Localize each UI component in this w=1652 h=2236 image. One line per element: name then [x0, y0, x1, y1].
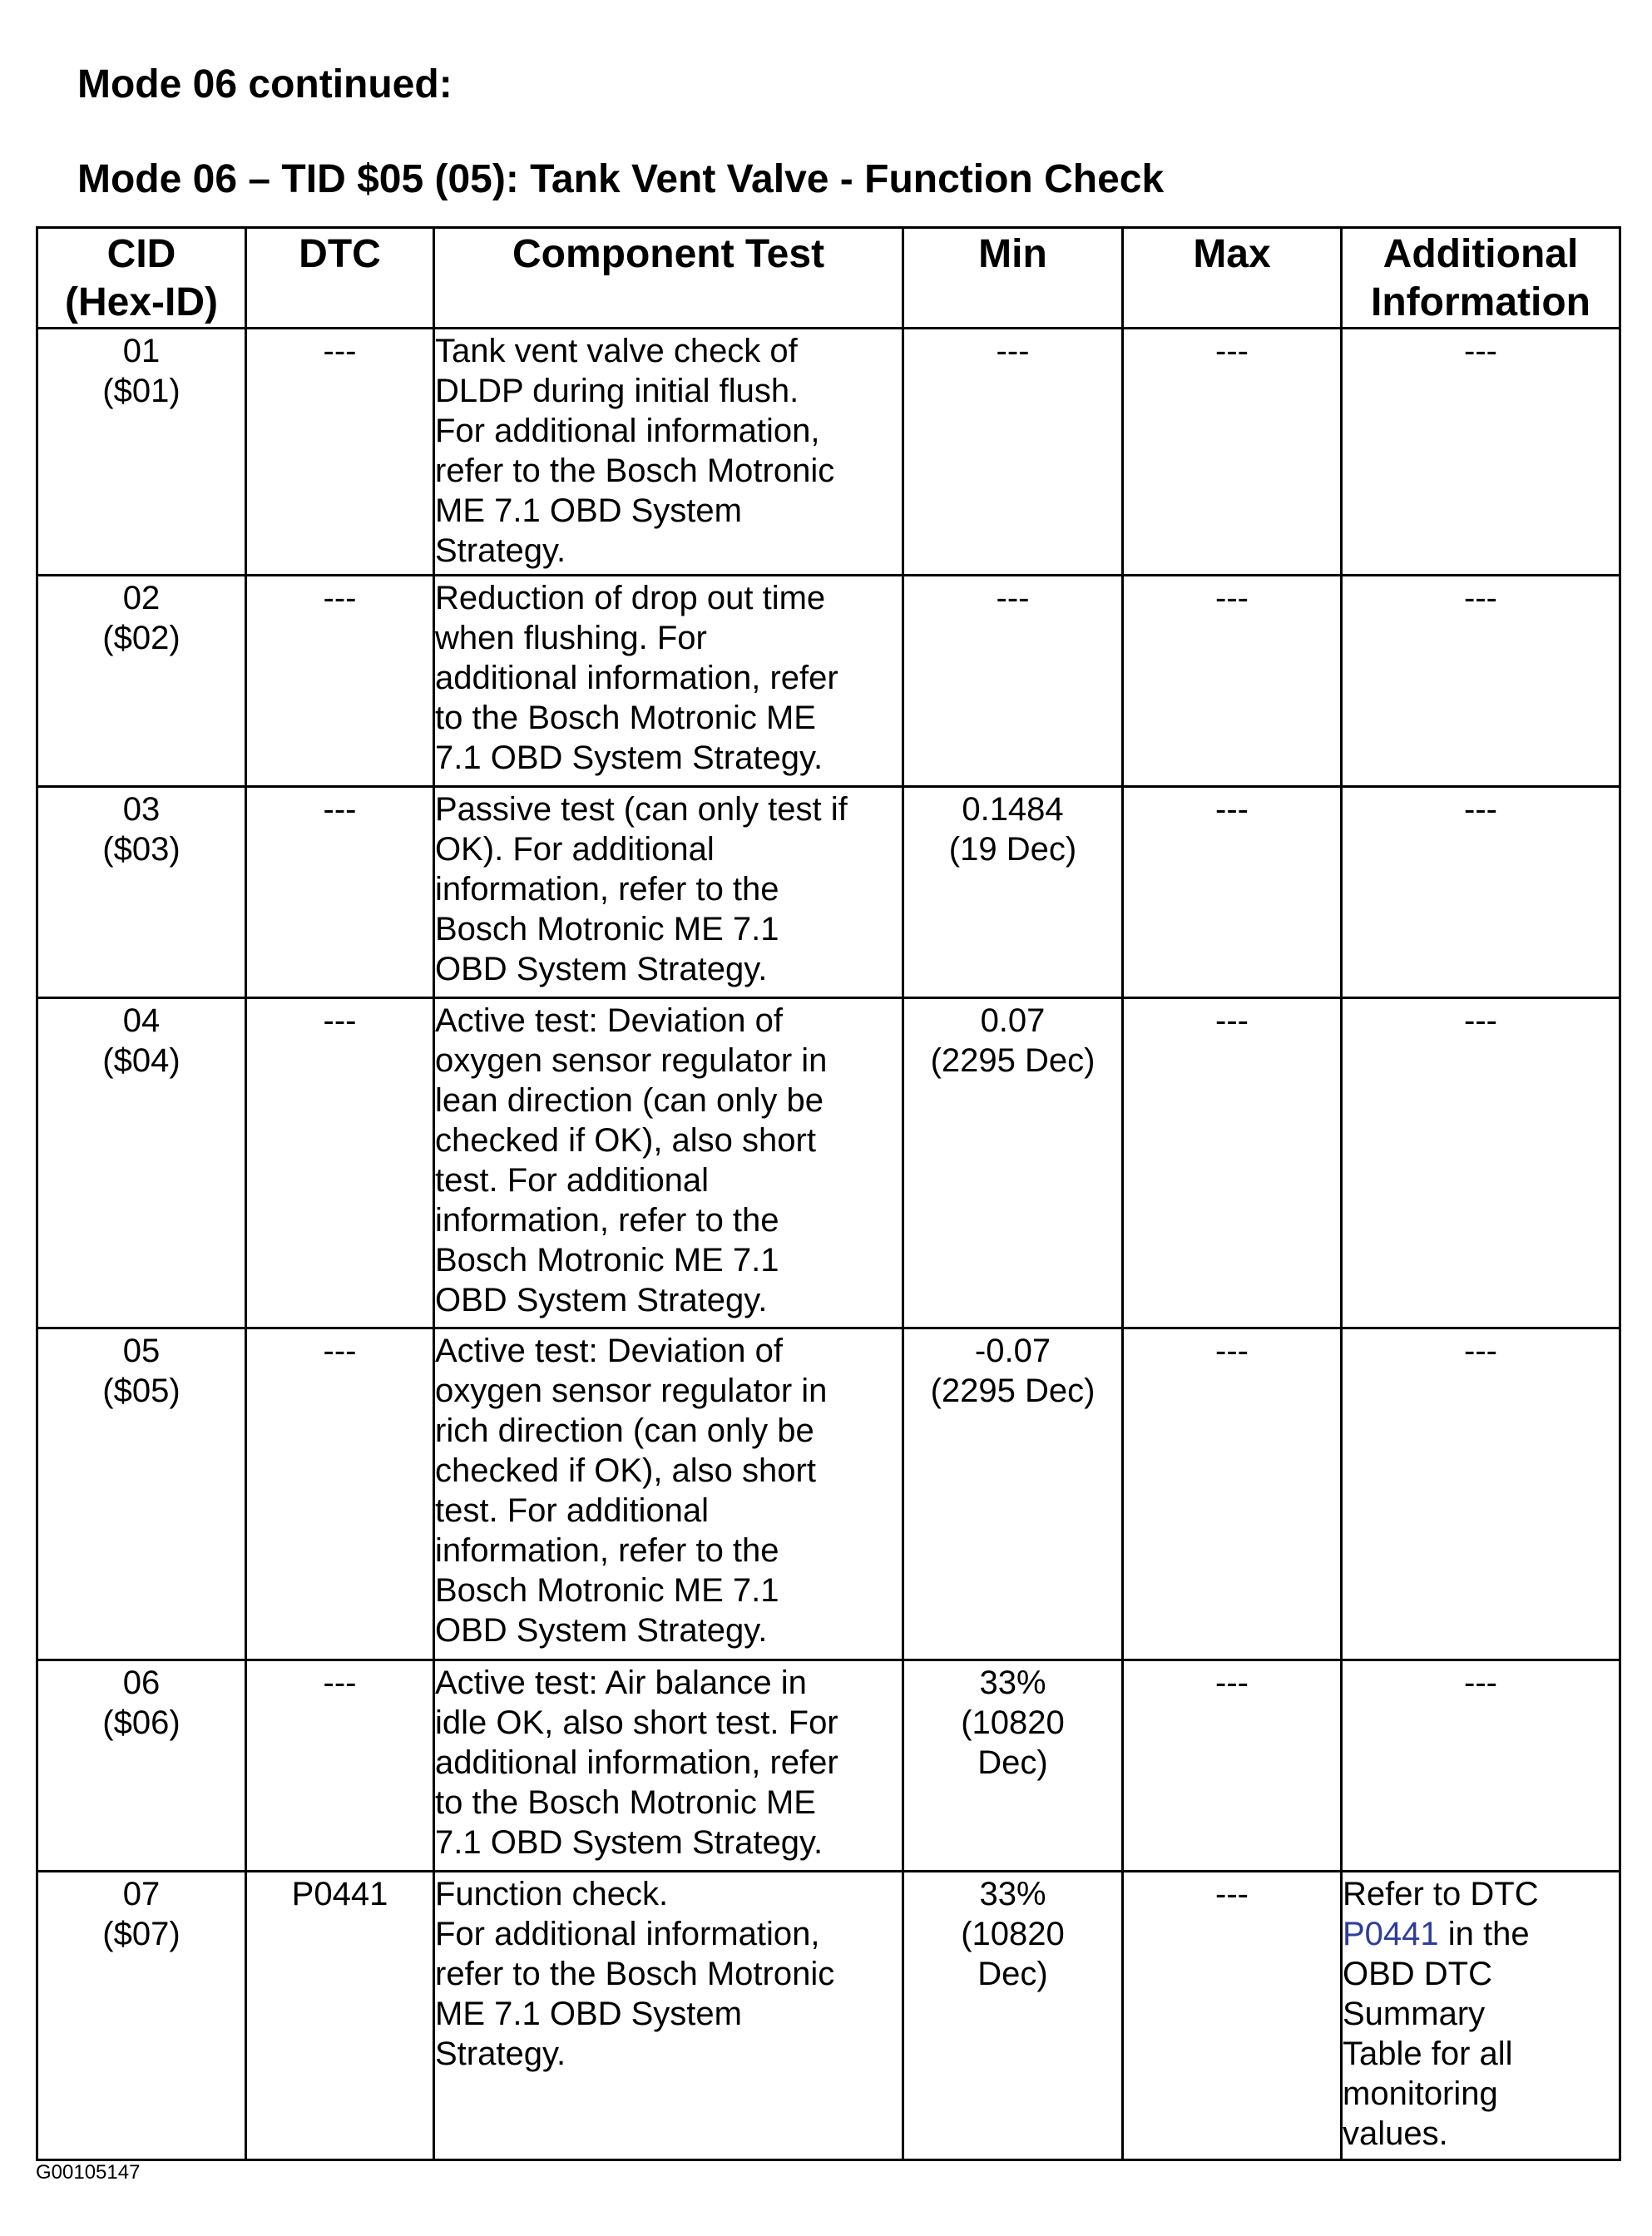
- additional-info-cell-line: ---: [1464, 791, 1497, 828]
- cid-cell-line: ($01): [102, 373, 181, 409]
- table-row: [37, 1660, 1620, 1872]
- min-cell-line: Dec): [977, 1956, 1048, 1992]
- cid-cell: [37, 1872, 246, 2160]
- component-test-cell-line: oxygen sensor regulator in: [435, 1042, 828, 1079]
- additional-info-cell: [1342, 1328, 1620, 1660]
- header-additional-line-2: Information: [1371, 280, 1590, 324]
- component-test-cell-line: rich direction (can only be: [435, 1412, 814, 1449]
- cid-cell: [37, 998, 246, 1328]
- dtc-cell: ---: [246, 998, 434, 1328]
- additional-info-cell-line: ---: [1464, 1002, 1497, 1039]
- cid-cell: [37, 787, 246, 998]
- min-cell: [903, 998, 1123, 1328]
- cid-cell-line: 04: [122, 1002, 161, 1039]
- component-test-cell-line: For additional information,: [435, 1916, 820, 1952]
- component-test-cell-line: Bosch Motronic ME 7.1: [435, 1572, 779, 1609]
- dtc-cell: ---: [246, 576, 434, 787]
- component-test-cell-line: refer to the Bosch Motronic: [435, 1956, 835, 1992]
- component-test-cell-line: idle OK, also short test. For: [435, 1704, 838, 1741]
- min-cell-line: ---: [996, 580, 1030, 616]
- min-cell: [903, 1660, 1123, 1872]
- additional-info-line: values.: [1343, 2115, 1448, 2152]
- min-cell-line: -0.07: [974, 1333, 1051, 1369]
- component-test-cell: [434, 787, 903, 998]
- cid-cell-line: ($04): [102, 1042, 181, 1079]
- page-subtitle: Mode 06 continued:: [77, 62, 453, 106]
- component-test-cell-line: oxygen sensor regulator in: [435, 1373, 828, 1409]
- cid-cell-line: 05: [122, 1333, 161, 1369]
- cid-cell-line: 06: [122, 1665, 161, 1701]
- component-test-cell-line: Tank vent valve check of: [435, 333, 798, 369]
- component-test-cell: [434, 329, 903, 576]
- additional-info-cell: [1342, 576, 1620, 787]
- component-test-cell-line: information, refer to the: [435, 871, 779, 908]
- cid-cell: [37, 1328, 246, 1660]
- component-test-cell-line: OK). For additional: [435, 831, 715, 868]
- dtc-cell: ---: [246, 1660, 434, 1872]
- component-test-cell-line: additional information, refer: [435, 660, 838, 696]
- component-test-cell-line: when flushing. For: [435, 620, 707, 656]
- max-cell: ---: [1123, 329, 1342, 576]
- component-test-cell-line: checked if OK), also short: [435, 1122, 816, 1159]
- header-dtc: DTC: [246, 228, 434, 329]
- component-test-cell-line: refer to the Bosch Motronic: [435, 453, 835, 489]
- component-test-cell-line: Bosch Motronic ME 7.1: [435, 1242, 779, 1279]
- component-test-cell-line: Reduction of drop out time: [435, 580, 826, 616]
- dtc-cell: P0441: [246, 1872, 434, 2160]
- component-test-cell-line: Active test: Deviation of: [435, 1002, 783, 1039]
- min-cell-line: (10820: [961, 1916, 1065, 1952]
- min-cell-line: (2295 Dec): [930, 1373, 1096, 1409]
- cid-cell-line: ($05): [102, 1373, 181, 1409]
- component-test-cell-line: to the Bosch Motronic ME: [435, 700, 816, 736]
- max-cell: ---: [1123, 1872, 1342, 2160]
- component-test-cell-line: checked if OK), also short: [435, 1452, 816, 1489]
- header-component-test: Component Test: [434, 228, 903, 329]
- min-cell: [903, 787, 1123, 998]
- min-cell: [903, 1872, 1123, 2160]
- additional-info-line: OBD DTC: [1343, 1956, 1492, 1992]
- additional-info-cell: [1342, 787, 1620, 998]
- header-cid: [37, 228, 246, 329]
- component-test-cell-line: Active test: Air balance in: [435, 1665, 807, 1701]
- component-test-cell-line: Strategy.: [435, 532, 566, 569]
- component-test-cell: [434, 576, 903, 787]
- additional-info-line: Table for all: [1343, 2036, 1513, 2072]
- component-test-cell: [434, 1872, 903, 2160]
- component-test-cell-line: OBD System Strategy.: [435, 1282, 768, 1318]
- cid-cell-line: 03: [122, 791, 161, 828]
- cid-cell-line: ($07): [102, 1916, 181, 1952]
- table-row: [37, 576, 1620, 787]
- max-cell: ---: [1123, 576, 1342, 787]
- component-test-cell-line: 7.1 OBD System Strategy.: [435, 740, 824, 776]
- cid-cell-line: 02: [122, 580, 161, 616]
- additional-info-cell-line: ---: [1464, 333, 1497, 369]
- table-header-row: [37, 228, 1620, 329]
- table-row: [37, 787, 1620, 998]
- min-cell: [903, 329, 1123, 576]
- header-cid-line-1: CID: [106, 232, 176, 276]
- dtc-reference-link[interactable]: P0441: [1343, 1916, 1439, 1952]
- table-row: [37, 1872, 1620, 2160]
- cid-cell-line: ($02): [102, 620, 181, 656]
- cid-cell: [37, 576, 246, 787]
- additional-info-cell: [1342, 1872, 1620, 2160]
- additional-info-text: in the: [1447, 1916, 1530, 1952]
- component-test-cell-line: information, refer to the: [435, 1202, 779, 1239]
- min-cell-line: 33%: [979, 1665, 1046, 1701]
- component-test-cell-line: lean direction (can only be: [435, 1082, 824, 1119]
- component-test-cell: [434, 1660, 903, 1872]
- min-cell-line: (10820: [961, 1704, 1065, 1741]
- component-test-cell-line: to the Bosch Motronic ME: [435, 1784, 816, 1821]
- mode06-table: [36, 226, 1621, 2161]
- component-test-cell: [434, 998, 903, 1328]
- component-test-cell-line: Bosch Motronic ME 7.1: [435, 911, 779, 947]
- additional-info-cell: [1342, 1660, 1620, 1872]
- additional-info-line: Refer to DTC: [1343, 1876, 1539, 1912]
- cid-cell: [37, 329, 246, 576]
- additional-info-cell: [1342, 998, 1620, 1328]
- figure-id: G00105147: [36, 2161, 141, 2184]
- cid-cell: [37, 1660, 246, 1872]
- component-test-cell-line: information, refer to the: [435, 1532, 779, 1569]
- component-test-cell-line: 7.1 OBD System Strategy.: [435, 1824, 824, 1861]
- table-row: [37, 329, 1620, 576]
- component-test-cell-line: additional information, refer: [435, 1744, 838, 1781]
- component-test-cell-line: ME 7.1 OBD System: [435, 492, 742, 529]
- component-test-cell-line: ME 7.1 OBD System: [435, 1996, 742, 2032]
- component-test-cell-line: Function check.: [435, 1876, 669, 1912]
- additional-info-cell: [1342, 329, 1620, 576]
- component-test-cell-line: DLDP during initial flush.: [435, 373, 799, 409]
- header-max: Max: [1123, 228, 1342, 329]
- min-cell-line: 0.07: [980, 1002, 1046, 1039]
- additional-info-line: monitoring: [1343, 2075, 1498, 2112]
- dtc-cell: ---: [246, 1328, 434, 1660]
- cid-cell-line: 07: [122, 1876, 161, 1912]
- component-test-cell-line: Active test: Deviation of: [435, 1333, 783, 1369]
- min-cell: [903, 576, 1123, 787]
- cid-cell-line: ($03): [102, 831, 181, 868]
- additional-info-cell-line: ---: [1464, 580, 1497, 616]
- max-cell: ---: [1123, 1328, 1342, 1660]
- cid-cell-line: ($06): [102, 1704, 181, 1741]
- table-row: [37, 1328, 1620, 1660]
- component-test-cell-line: Passive test (can only test if: [435, 791, 848, 828]
- component-test-cell-line: Strategy.: [435, 2036, 566, 2072]
- table-body: [37, 329, 1620, 2160]
- cid-cell-line: 01: [122, 333, 161, 369]
- max-cell: ---: [1123, 1660, 1342, 1872]
- dtc-cell: ---: [246, 329, 434, 576]
- min-cell-line: Dec): [977, 1744, 1048, 1781]
- header-min: Min: [903, 228, 1123, 329]
- additional-info-line: [1343, 1914, 1619, 1954]
- min-cell-line: 33%: [979, 1876, 1046, 1912]
- header-cid-line-2: (Hex-ID): [64, 280, 218, 324]
- additional-info-cell-line: ---: [1464, 1333, 1497, 1369]
- header-additional-information: [1342, 228, 1620, 329]
- min-cell-line: 0.1484: [962, 791, 1064, 828]
- component-test-cell: [434, 1328, 903, 1660]
- max-cell: ---: [1123, 998, 1342, 1328]
- page-title: Mode 06 – TID $05 (05): Tank Vent Valve - Function Check: [77, 157, 1165, 201]
- component-test-cell-line: OBD System Strategy.: [435, 1612, 768, 1649]
- component-test-cell-line: test. For additional: [435, 1162, 710, 1199]
- min-cell: [903, 1328, 1123, 1660]
- additional-info-cell-line: ---: [1464, 1665, 1497, 1701]
- min-cell-line: (19 Dec): [948, 831, 1077, 868]
- component-test-cell-line: OBD System Strategy.: [435, 951, 768, 987]
- table-row: [37, 998, 1620, 1328]
- component-test-cell-line: For additional information,: [435, 413, 820, 449]
- min-cell-line: ---: [996, 333, 1030, 369]
- component-test-cell-line: test. For additional: [435, 1492, 710, 1529]
- dtc-cell: ---: [246, 787, 434, 998]
- max-cell: ---: [1123, 787, 1342, 998]
- min-cell-line: (2295 Dec): [930, 1042, 1096, 1079]
- header-additional-line-1: Additional: [1382, 232, 1579, 276]
- additional-info-line: Summary: [1343, 1996, 1486, 2032]
